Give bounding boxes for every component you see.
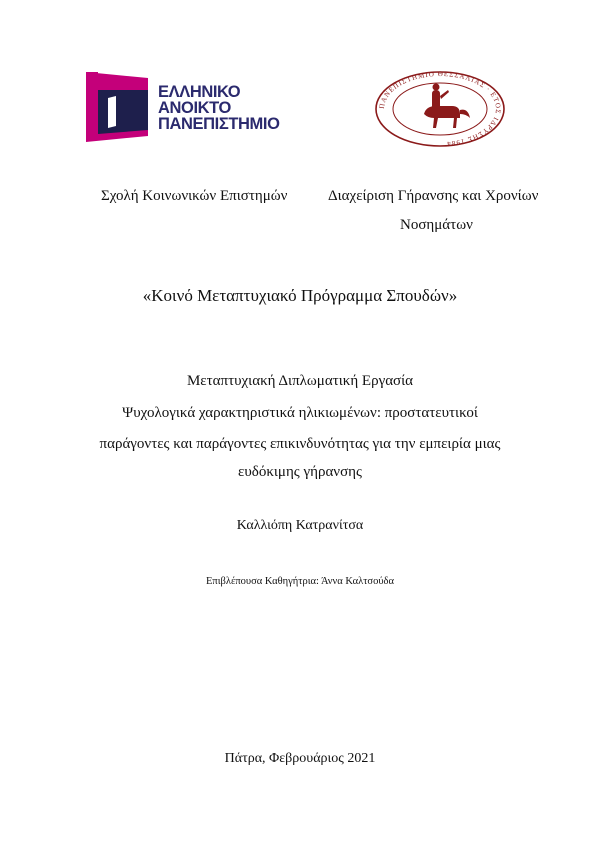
thesis-title-line-3: ευδόκιμης γήρανσης [238, 464, 362, 480]
thesis-type: Μεταπτυχιακή Διπλωματική Εργασία [186, 373, 414, 389]
eap-logo-text [158, 84, 280, 132]
program-name-line-1: Διαχείριση Γήρανσης και Χρονίων [328, 188, 539, 204]
centaur-icon [424, 84, 470, 129]
program-title: «Κοινό Μεταπτυχιακό Πρόγραμμα Σπουδών» [142, 286, 458, 305]
author-name: Καλλιόπη Κατρανίτσα [236, 518, 364, 533]
school-name: Σχολή Κοινωνικών Επιστημών [101, 188, 288, 204]
eap-logo-line-3: ΠΑΝΕΠΙΣΤΗΜΙΟ [158, 115, 280, 133]
thesis-title-line-2: παράγοντες και παράγοντες επικινδυνότητας για την εμπειρία μιας [99, 436, 501, 452]
eap-logo-mark [86, 70, 156, 142]
seal-text: ΠΑΝΕΠΙΣΤΗΜΙΟ ΘΕΣΣΑΛΙΑΣ · ΕΤΟΣ ΙΔΡΥΣΗΣ 1984 [377, 70, 503, 148]
eap-logo [86, 70, 280, 142]
eap-logo-line-1: ΕΛΛΗΝΙΚΟ [158, 83, 241, 101]
place-date: Πάτρα, Φεβρουάριος 2021 [224, 751, 376, 766]
thesis-title-line-1: Ψυχολογικά χαρακτηριστικά ηλικιωμένων: προστατευτικοί [122, 405, 478, 421]
eap-logo-line-2: ΑΝΟΙΚΤΟ [158, 99, 231, 117]
university-seal [374, 70, 506, 148]
supervisor: Επιβλέπουσα Καθηγήτρια: Άννα Καλτσούδα [205, 576, 394, 587]
program-name-line-2: Νοσημάτων [400, 217, 473, 233]
